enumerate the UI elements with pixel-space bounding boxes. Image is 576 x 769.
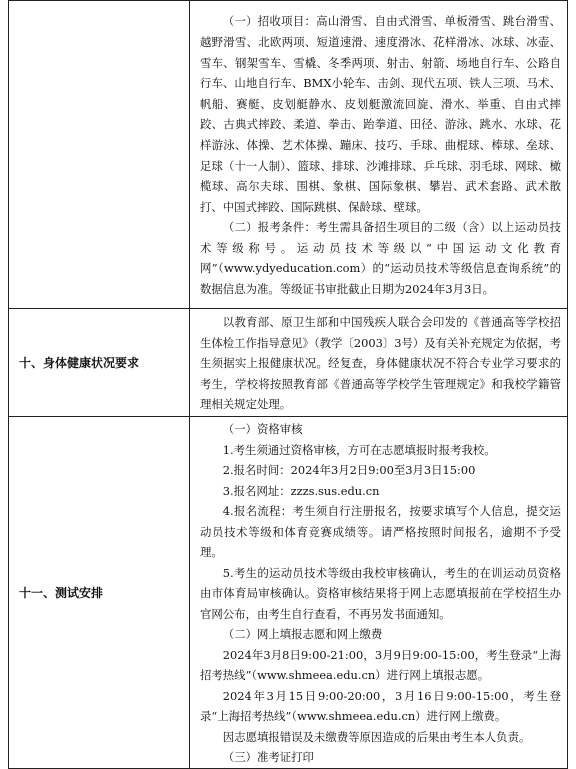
row-label: 十一、测试安排 [9,417,190,769]
list-item: 4.报名流程：考生须自行注册报名，按要求填写个人信息，提交运动员技术等级和体育竞赛成绩等。请严格按照时间报名，逾期不予受理。 [200,504,561,559]
paragraph: （一）招收项目：高山滑雪、自由式滑雪、单板滑雪、跳台滑雪、越野滑雪、北欧两项、短道速滑、速度滑冰、花样滑冰、冰球、冰壶、雪车、钢架雪车、雪橇、冬季两项、射击、射箭、场地自行车、公路自行车、山地自行车、BMX小轮车、击剑、现代五项、铁人三项、马术、帆船、赛艇、皮划艇静水、皮划艇激流回旋、滑水、举重、自由式摔跤、古典式摔跤、柔道、拳击、跆拳道、田径、游泳、跳水、水球、花样游泳、体操、艺术体操、蹦床、技巧、手球、曲棍球、棒球、垒球、足球（十一人制）、篮球、排球、沙滩排球、乒乓球、羽毛球、网球、橄榄球、高尔夫球、围棋、象棋、国际象棋、攀岩、武术套路、武术散打、中国式摔跤、国际跳棋、保龄球、壁球。 [200,14,561,214]
paragraph: 2024年3月15日9:00-20:00，3月16日9:00-15:00，考生登录“上海招考热线”（www.shmeea.edu.cn）进行网上缴费。 [200,688,561,723]
subheading: （二）网上填报志愿和网上缴费 [222,627,383,641]
list-item: 1.考生须通过资格审核，方可在志愿填报时报考我校。 [222,442,496,457]
row-label-empty [9,1,190,309]
paragraph: 以教育部、原卫生部和中国残疾人联合会印发的《普通高等学校招生体检工作指导意见》（教学〔2003〕3号）及有关补充规定为依据，考生须据实上报健康状况。经复查，身体健康状况不符合专业学习要求的考生，学校将按照教育部《普通高等学校学生管理规定》和我校学籍管理相关规定处理。 [200,315,561,412]
paragraph: （二）报考条件：考生需具备招生项目的二级（含）以上运动员技术等级称号。运动员技术等级以“中国运动文化教育网”（www.ydyeducation.com）的“运动员技术等级信息查询系统”的数据信息为准。等级证书审批截止日期为2024年3月3日。 [200,220,561,297]
subheading: （一）资格审核 [222,422,303,436]
paragraph: 因志愿填报错误及未缴费等原因造成的后果由考生本人负责。 [222,729,531,744]
row-content [190,1,568,309]
table-row [9,309,568,417]
list-item: 2.报名时间：2024年3月2日9:00至3月3日15:00 [222,463,476,477]
row-content [190,417,568,769]
list-item: 3.报名网址：zzzs.sus.edu.cn [222,483,380,498]
row-content [190,309,568,417]
paragraph: 2024年3月8日9:00-21:00，3月9日9:00-15:00，考生登录“上海招考热线”（www.shmeea.edu.cn）进行网上填报志愿。 [200,647,561,682]
list-item: 5.考生的运动员技术等级由我校审核确认，考生的在训运动员资格由市体育局审核确认。资格审核结果将于网上志愿填报前在学校招生办官网公布，由考生自行查看，不再另发书面通知。 [200,565,561,621]
admission-requirements-table [8,0,568,769]
table-row [9,1,568,309]
table-row [9,417,568,769]
subheading: （三）准考证打印 [222,750,314,764]
row-label: 十、身体健康状况要求 [9,309,190,417]
